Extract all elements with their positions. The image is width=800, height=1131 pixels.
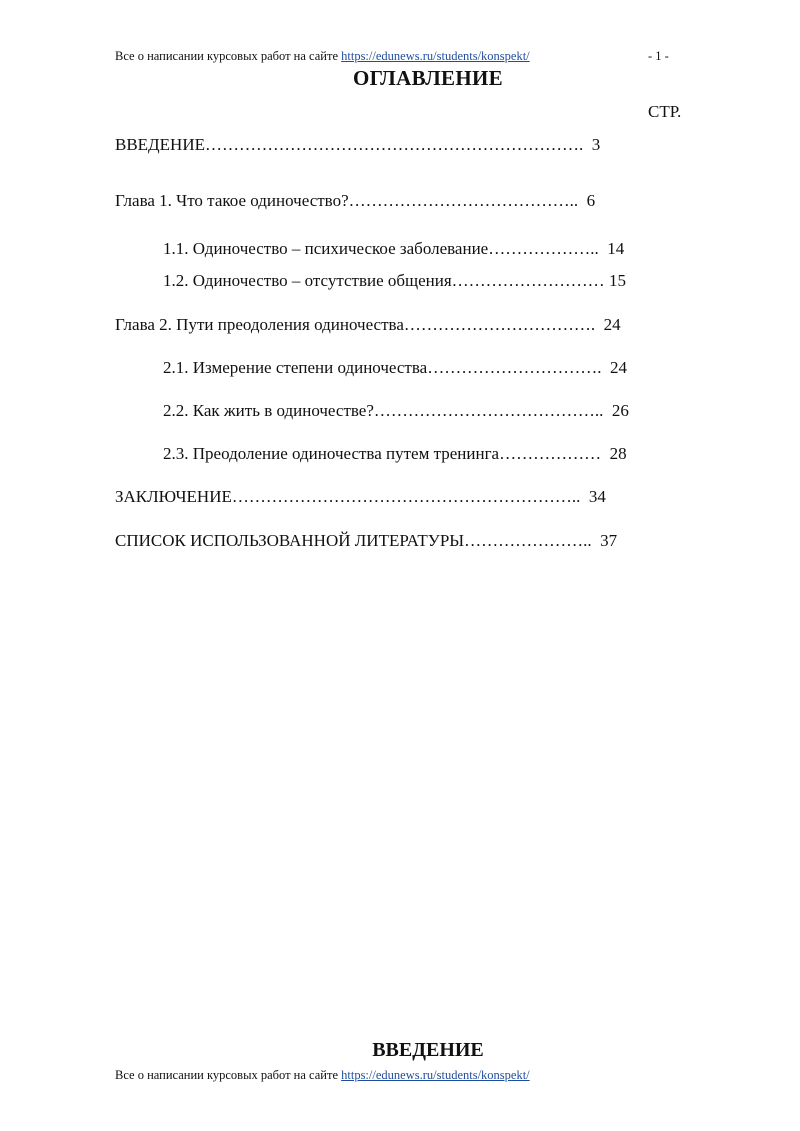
next-section-heading: ВВЕДЕНИЕ xyxy=(372,1039,484,1061)
toc-entry-page: 26 xyxy=(611,401,629,420)
toc-entry-section-1-2[interactable] xyxy=(163,270,626,292)
toc-entry-section-2-2[interactable] xyxy=(163,400,629,422)
toc-entry-text: 1.2. Одиночество – отсутствие общения……………………… xyxy=(163,271,605,290)
toc-entry-text: Глава 1. Что такое одиночество?………………………………….. xyxy=(115,191,579,210)
toc-entry-page: 24 xyxy=(609,358,627,377)
toc-entry-text: 2.3. Преодоление одиночества путем тренинга……………… xyxy=(163,444,602,463)
toc-entry-text: 1.1. Одиночество – психическое заболевание……………….. xyxy=(163,239,599,258)
toc-entry-page: 15 xyxy=(608,271,626,290)
toc-entry-section-2-1[interactable] xyxy=(163,357,627,379)
toc-entry-chapter-1[interactable] xyxy=(115,190,595,212)
toc-entry-text: СПИСОК ИСПОЛЬЗОВАННОЙ ЛИТЕРАТУРЫ………………….. xyxy=(115,531,592,550)
toc-entry-page: 3 xyxy=(591,135,601,154)
toc-entry-page: 34 xyxy=(588,487,606,506)
toc-entry-bibliography[interactable] xyxy=(115,530,617,552)
toc-entry-page: 37 xyxy=(600,531,618,550)
toc-title: ОГЛАВЛЕНИЕ xyxy=(353,66,503,90)
header-link[interactable]: https://edunews.ru/students/konspekt/ xyxy=(341,49,530,63)
page-footer xyxy=(115,1067,530,1083)
toc-entry-text: Глава 2. Пути преодоления одиночества……………………………. xyxy=(115,315,596,334)
toc-entry-chapter-2[interactable] xyxy=(115,314,621,336)
toc-entry-introduction[interactable] xyxy=(115,134,600,156)
toc-entry-page: 14 xyxy=(607,239,625,258)
header-text: Все о написании курсовых работ на сайте xyxy=(115,49,342,63)
toc-entry-section-1-1[interactable] xyxy=(163,238,624,260)
toc-entry-text: ЗАКЛЮЧЕНИЕ…………………………………………………….. xyxy=(115,487,581,506)
toc-entry-section-2-3[interactable] xyxy=(163,443,627,465)
toc-entry-page: 28 xyxy=(609,444,627,463)
page-header xyxy=(115,48,675,64)
page-number: - 1 - xyxy=(648,49,669,63)
toc-entry-text: ВВЕДЕНИЕ…………………………………………………………. xyxy=(115,135,584,154)
page-column-label: СТР. xyxy=(648,102,682,121)
toc-entry-page: 24 xyxy=(603,315,621,334)
toc-entry-conclusion[interactable] xyxy=(115,486,606,508)
toc-entry-page: 6 xyxy=(586,191,596,210)
footer-link[interactable]: https://edunews.ru/students/konspekt/ xyxy=(341,1068,530,1082)
toc-entry-text: 2.1. Измерение степени одиночества…………………………. xyxy=(163,358,602,377)
toc-entry-text: 2.2. Как жить в одиночестве?………………………………….. xyxy=(163,401,604,420)
footer-text: Все о написании курсовых работ на сайте xyxy=(115,1068,342,1082)
